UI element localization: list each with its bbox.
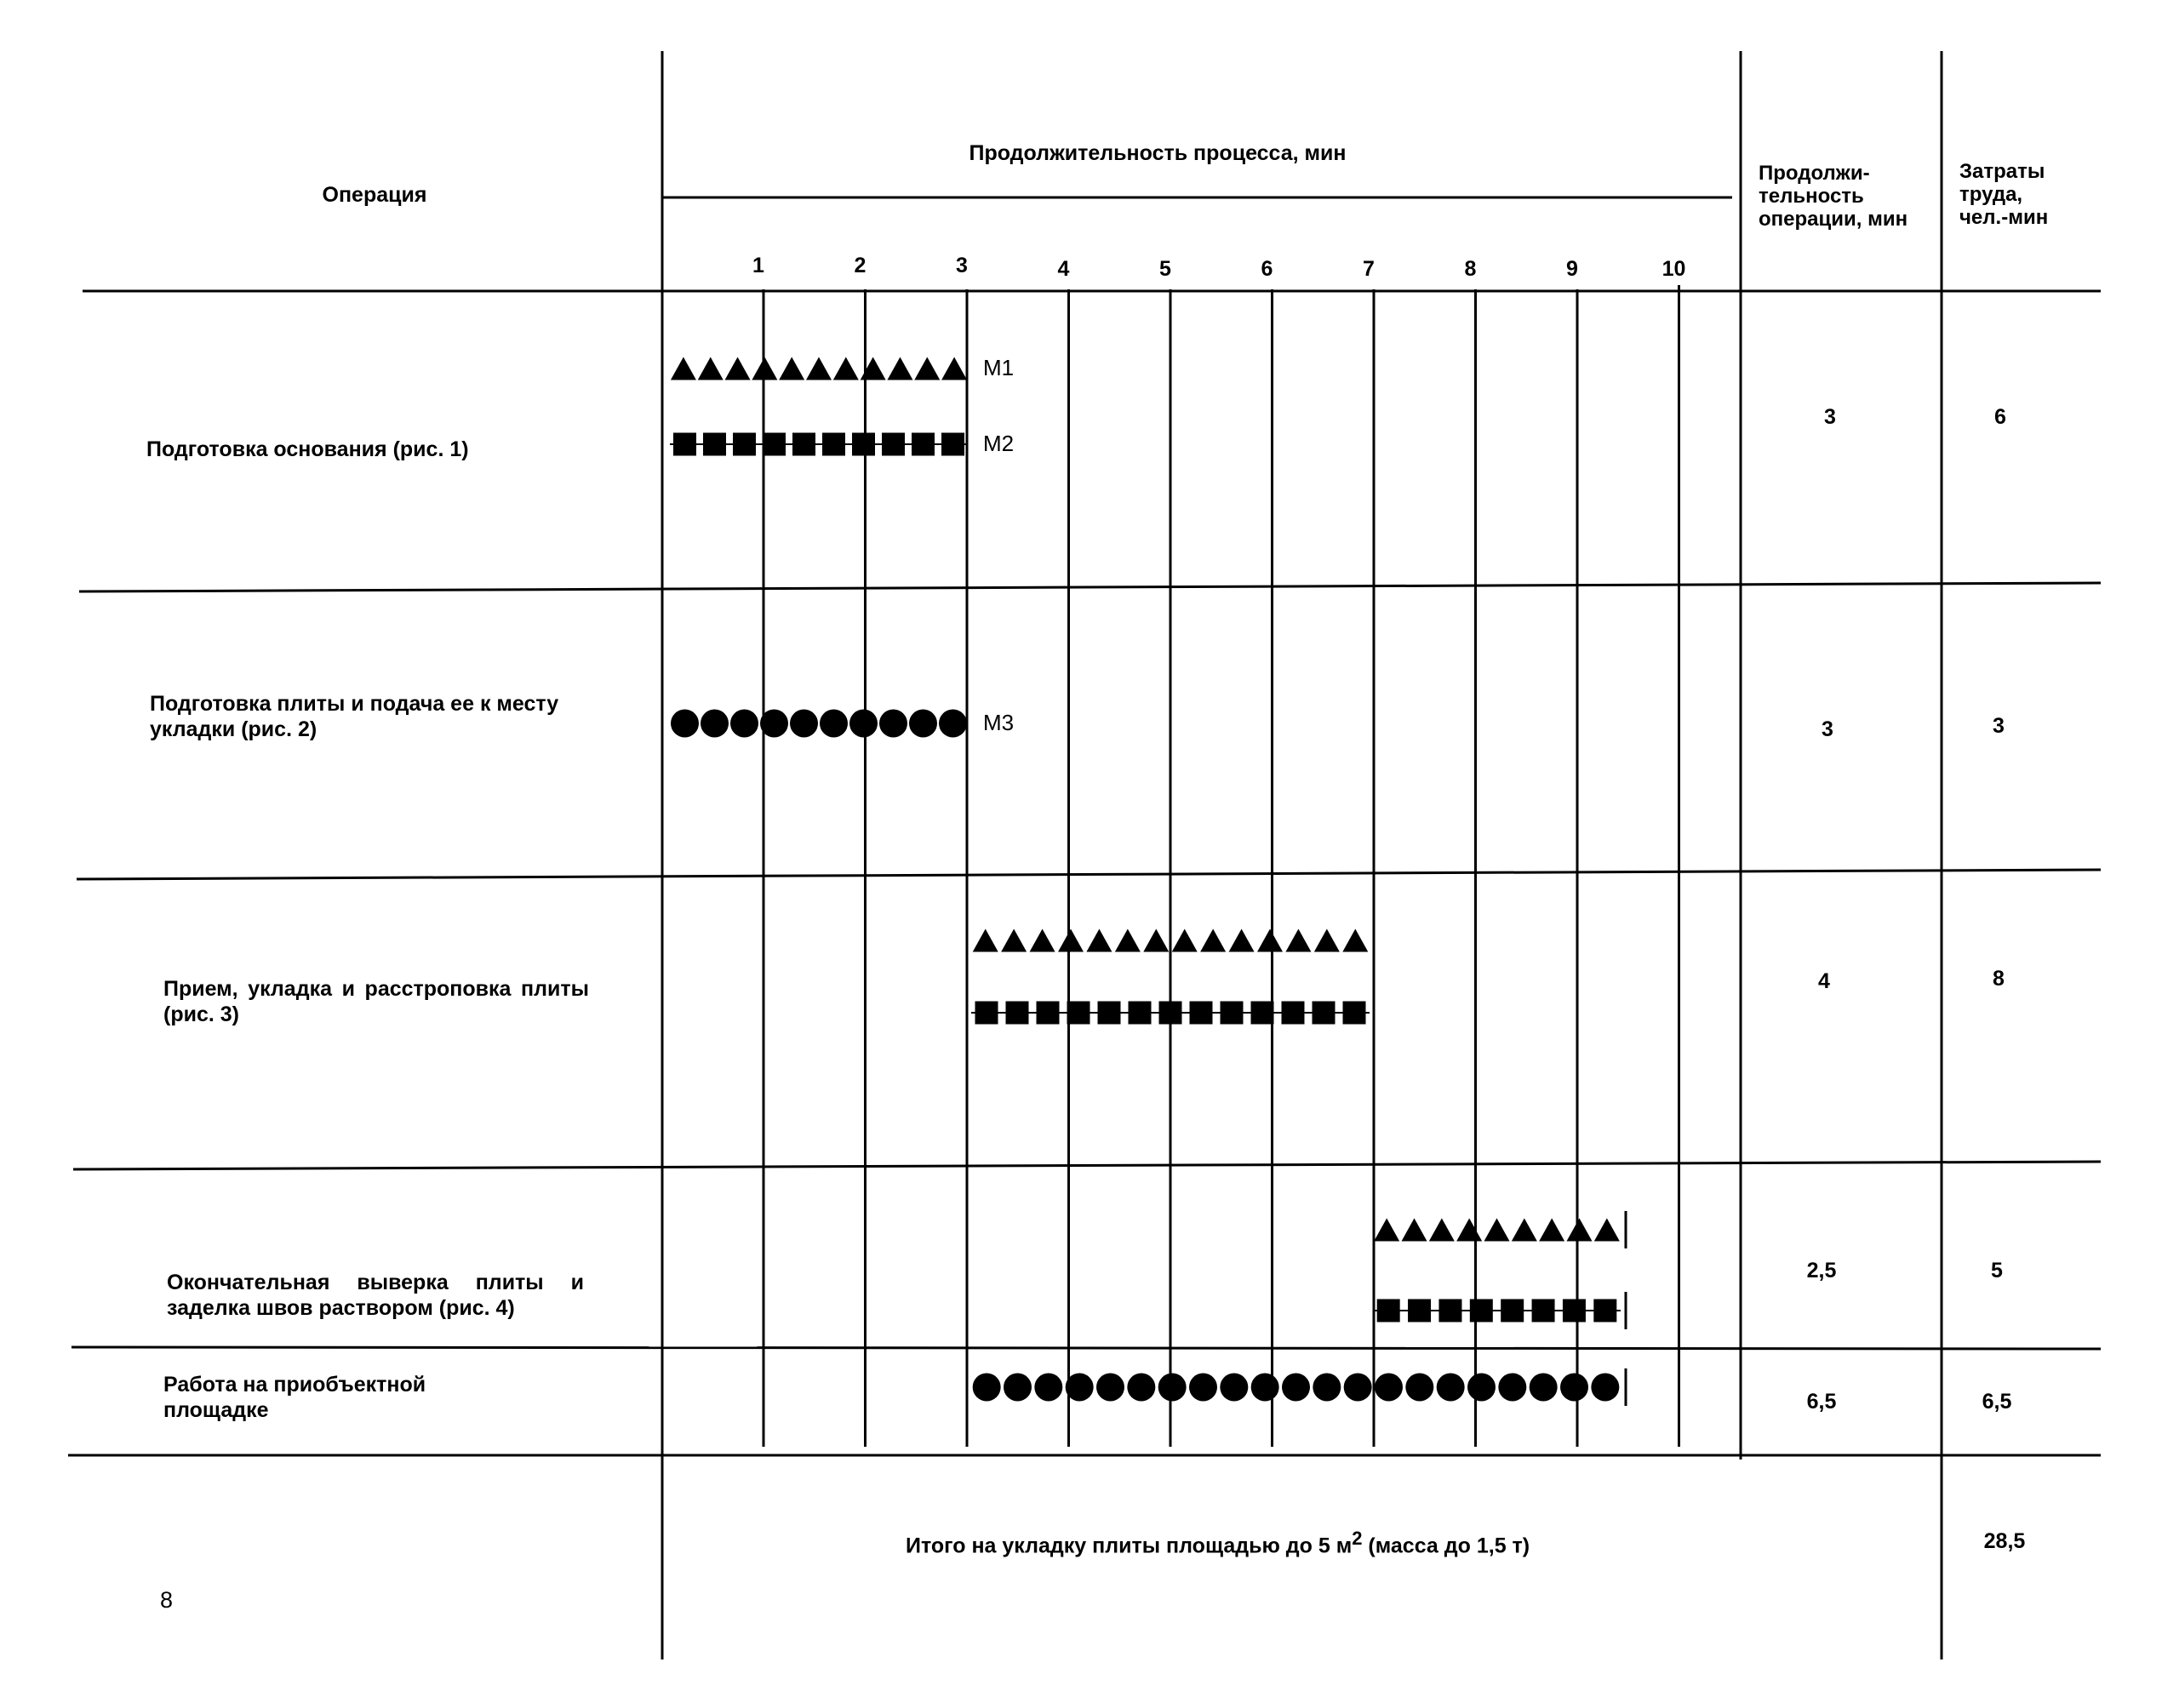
bar-label: М1 xyxy=(983,355,1015,380)
triangle-marker xyxy=(1285,929,1311,952)
triangle-marker xyxy=(779,357,804,380)
triangle-marker xyxy=(914,357,940,380)
bar-square-row-1 xyxy=(670,433,968,456)
square-marker xyxy=(822,433,845,456)
circle-marker xyxy=(1282,1374,1310,1402)
circle-marker xyxy=(1096,1374,1124,1402)
circle-marker xyxy=(820,710,848,738)
row-operation-label: Подготовка плиты и подача ее к месту укладки (рис. 2) xyxy=(150,692,559,741)
square-marker xyxy=(882,433,905,456)
triangle-marker xyxy=(725,357,751,380)
circle-marker xyxy=(1530,1374,1558,1402)
circle-marker xyxy=(701,710,729,738)
circle-marker xyxy=(760,710,788,738)
row-labor-value: 5 xyxy=(1991,1259,2003,1282)
square-marker xyxy=(1593,1300,1616,1322)
triangle-marker xyxy=(1257,929,1283,952)
circle-marker xyxy=(1158,1374,1187,1402)
triangle-marker xyxy=(1030,929,1055,952)
header-labor-cost: Затраты труда, чел.-мин xyxy=(1959,160,2049,229)
bar-circle-row-5 xyxy=(973,1368,1626,1406)
minute-label: 9 xyxy=(1566,257,1578,281)
minute-label: 4 xyxy=(1057,257,1070,281)
circle-marker xyxy=(849,710,878,738)
circle-marker xyxy=(1004,1374,1032,1402)
triangle-marker xyxy=(1512,1219,1537,1242)
triangle-marker xyxy=(1058,929,1084,952)
minute-label: 5 xyxy=(1159,257,1171,281)
circle-marker xyxy=(730,710,758,738)
circle-marker xyxy=(1189,1374,1217,1402)
triangle-marker xyxy=(1374,1219,1399,1242)
row-operation-label: Прием, укладка и расстроповка плиты (рис. 3) xyxy=(163,977,589,1026)
circle-marker xyxy=(1498,1374,1526,1402)
minute-label: 6 xyxy=(1261,257,1273,281)
bar-circle-row-2 xyxy=(671,710,967,738)
bar-square-row-3 xyxy=(971,1002,1370,1025)
row-operation-label: Подготовка основания (рис. 1) xyxy=(146,437,469,461)
process-bars xyxy=(670,357,1626,1407)
header-operation-duration: Продолжи- тельность операции, мин xyxy=(1759,162,1908,231)
square-marker xyxy=(941,433,964,456)
minute-label: 2 xyxy=(854,254,867,277)
row-duration-value: 6,5 xyxy=(1806,1390,1837,1414)
circle-marker xyxy=(1313,1374,1341,1402)
triangle-marker xyxy=(1001,929,1027,952)
bar-square-row-4 xyxy=(1373,1292,1626,1329)
triangle-marker xyxy=(752,357,777,380)
bar-triangle-row-4 xyxy=(1374,1211,1626,1248)
square-marker xyxy=(1251,1002,1274,1025)
square-marker xyxy=(912,433,935,456)
triangle-marker xyxy=(1456,1219,1482,1242)
circle-marker xyxy=(879,710,907,738)
row-duration-value: 2,5 xyxy=(1806,1259,1837,1282)
circle-marker xyxy=(1375,1374,1403,1402)
square-marker xyxy=(763,433,786,456)
square-marker xyxy=(1470,1300,1493,1322)
square-marker xyxy=(1343,1002,1366,1025)
triangle-marker xyxy=(1567,1219,1593,1242)
triangle-marker xyxy=(1229,929,1255,952)
square-marker xyxy=(703,433,726,456)
circle-marker xyxy=(1066,1374,1094,1402)
bar-label: М2 xyxy=(983,431,1015,456)
triangle-marker xyxy=(1429,1219,1455,1242)
minute-label: 7 xyxy=(1363,257,1375,281)
square-marker xyxy=(1313,1002,1336,1025)
row-duration-value: 3 xyxy=(1822,717,1833,741)
square-marker xyxy=(975,1002,998,1025)
total-label-suffix: (масса до 1,5 т) xyxy=(1362,1534,1530,1558)
square-marker xyxy=(1221,1002,1244,1025)
circle-marker xyxy=(909,710,937,738)
triangle-marker xyxy=(941,357,967,380)
circle-marker xyxy=(671,710,699,738)
triangle-marker xyxy=(1594,1219,1620,1242)
triangle-marker xyxy=(833,357,859,380)
header-operation: Операция xyxy=(322,183,427,207)
triangle-marker xyxy=(1143,929,1169,952)
circle-marker xyxy=(1560,1374,1588,1402)
triangle-marker xyxy=(1539,1219,1564,1242)
circle-marker xyxy=(939,710,967,738)
triangle-marker xyxy=(1484,1219,1510,1242)
triangle-marker xyxy=(806,357,832,380)
triangle-marker xyxy=(1115,929,1141,952)
row-duration-value: 3 xyxy=(1824,405,1836,429)
circle-marker xyxy=(1467,1374,1496,1402)
row-labor-value: 3 xyxy=(1993,714,2005,738)
circle-marker xyxy=(1220,1374,1248,1402)
row-duration-value: 4 xyxy=(1818,969,1830,993)
minute-label: 1 xyxy=(752,254,764,277)
square-marker xyxy=(1129,1002,1152,1025)
row-operation-label: Работа на приобъектной площадке xyxy=(163,1373,426,1422)
row-divider-3 xyxy=(73,1162,2101,1169)
square-marker xyxy=(1006,1002,1029,1025)
circle-marker xyxy=(1034,1374,1062,1402)
row-divider-1 xyxy=(79,583,2101,591)
triangle-marker xyxy=(1342,929,1368,952)
triangle-marker xyxy=(1314,929,1340,952)
row-labor-value: 6,5 xyxy=(1982,1390,2012,1414)
row-divider-2 xyxy=(77,870,2101,879)
triangle-marker xyxy=(1172,929,1198,952)
circle-marker xyxy=(1251,1374,1279,1402)
bar-label: М3 xyxy=(983,710,1015,735)
square-marker xyxy=(852,433,875,456)
square-marker xyxy=(1563,1300,1586,1322)
row-divider-4 xyxy=(71,1347,2101,1349)
circle-marker xyxy=(1591,1374,1619,1402)
square-marker xyxy=(792,433,815,456)
triangle-marker xyxy=(698,357,724,380)
circle-marker xyxy=(1437,1374,1465,1402)
square-marker xyxy=(1408,1300,1431,1322)
total-label-superscript: 2 xyxy=(1352,1528,1363,1549)
bar-triangle-row-1 xyxy=(671,357,967,380)
square-marker xyxy=(733,433,756,456)
page-number: 8 xyxy=(160,1587,174,1613)
triangle-marker xyxy=(887,357,912,380)
minute-label: 3 xyxy=(956,254,968,277)
square-marker xyxy=(1037,1002,1060,1025)
minute-label: 10 xyxy=(1662,257,1686,281)
triangle-marker xyxy=(1086,929,1112,952)
circle-marker xyxy=(1405,1374,1433,1402)
circle-marker xyxy=(1127,1374,1155,1402)
total-value: 28,5 xyxy=(1983,1529,2026,1553)
row-labor-value: 6 xyxy=(1994,405,2006,429)
triangle-marker xyxy=(671,357,696,380)
header-process-duration: Продолжительность процесса, мин xyxy=(969,141,1347,165)
square-marker xyxy=(1098,1002,1121,1025)
square-marker xyxy=(673,433,696,456)
circle-marker xyxy=(1344,1374,1372,1402)
minute-gridlines xyxy=(764,285,1679,1447)
row-labor-value: 8 xyxy=(1993,967,2005,991)
triangle-marker xyxy=(1402,1219,1427,1242)
triangle-marker xyxy=(1200,929,1226,952)
square-marker xyxy=(1190,1002,1213,1025)
square-marker xyxy=(1067,1002,1090,1025)
square-marker xyxy=(1377,1300,1400,1322)
square-marker xyxy=(1438,1300,1461,1322)
square-marker xyxy=(1159,1002,1182,1025)
square-marker xyxy=(1282,1002,1305,1025)
row-operation-label: Окончательная выверка плиты и заделка швов раствором (рис. 4) xyxy=(167,1271,584,1320)
total-label xyxy=(906,1526,1672,1558)
circle-marker xyxy=(790,710,818,738)
total-label-text: Итого на укладку плиты площадью до 5 м xyxy=(906,1534,1353,1558)
square-marker xyxy=(1532,1300,1555,1322)
minute-label: 8 xyxy=(1464,257,1477,281)
triangle-marker xyxy=(973,929,998,952)
circle-marker xyxy=(973,1374,1001,1402)
square-marker xyxy=(1501,1300,1524,1322)
